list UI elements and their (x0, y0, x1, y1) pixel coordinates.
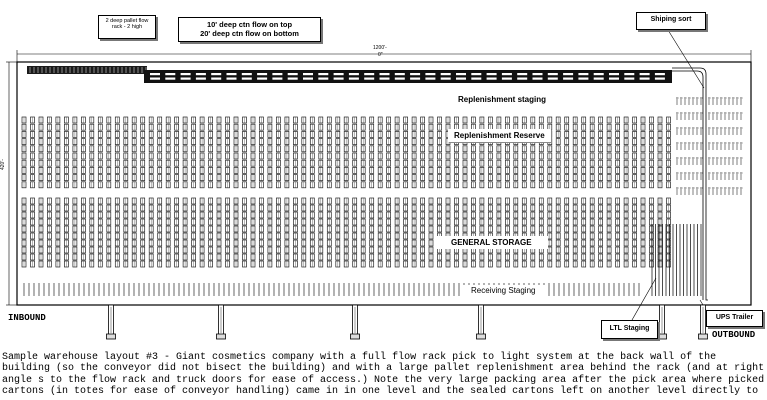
height-dimension: 420'- (0, 159, 6, 170)
inbound-label: INBOUND (8, 313, 46, 323)
truck-door (477, 305, 486, 339)
pallet-flow-line2: rack - 2 high (111, 24, 143, 31)
receiving-staging-label: Receiving Staging (461, 285, 545, 296)
replenishment-staging-label: Replenishment staging (458, 95, 547, 104)
truck-door (217, 305, 226, 339)
carton-flow-bottom: 20' deep ctn flow on bottom (200, 28, 299, 38)
caption-text: Sample warehouse layout #3 - Giant cosmetics company with a full flow rack pick to light system at the back wall of the building (so the conveyor did not bisect the building) and with a large pallet replenishment area behind the rack (and at right angle s to the flow rack and truck doors for ease of access.) Note the very large packing area after the pick area where picked cartons (in totes for ease of conveyor handling) came in in one level and the sealed cartons left on another level directly to (2, 352, 765, 397)
ups-trailer-callout: UPS Trailer (706, 310, 763, 327)
ltl-staging-lanes (652, 224, 701, 296)
width-dimension-feet: 1200'- (373, 45, 387, 51)
ltl-leader (632, 278, 656, 320)
replenishment-reserve-racks (22, 117, 671, 188)
ltl-staging-callout: LTL Staging (601, 320, 658, 339)
pallet-flow-callout (98, 15, 156, 39)
shipping-sort-lanes (676, 98, 744, 194)
outbound-label: OUTBOUND (712, 330, 756, 340)
dimension-height (6, 62, 17, 305)
conveyor-line (672, 68, 708, 300)
general-storage-racks (22, 198, 671, 267)
truck-door (658, 305, 667, 339)
carton-flow-callout (178, 17, 321, 42)
truck-door (107, 305, 116, 339)
pallet-flow-line1: 2 deep pallet flow (105, 18, 149, 24)
dimension-width (17, 50, 751, 62)
replenishment-reserve-label: Replenishment Reserve (448, 129, 551, 142)
pallet-flow-rack (27, 66, 147, 74)
general-storage-label: GENERAL STORAGE (437, 236, 548, 249)
shipping-sort-callout: Shiping sort (636, 12, 706, 30)
carton-flow-top: 10' deep ctn flow on top (206, 20, 293, 29)
truck-door (351, 305, 360, 339)
shipping-sort-leader (668, 30, 704, 88)
receiving-staging-lanes (24, 283, 639, 296)
carton-flow-rack (144, 70, 672, 83)
width-dimension-inches: 0" (378, 52, 383, 58)
